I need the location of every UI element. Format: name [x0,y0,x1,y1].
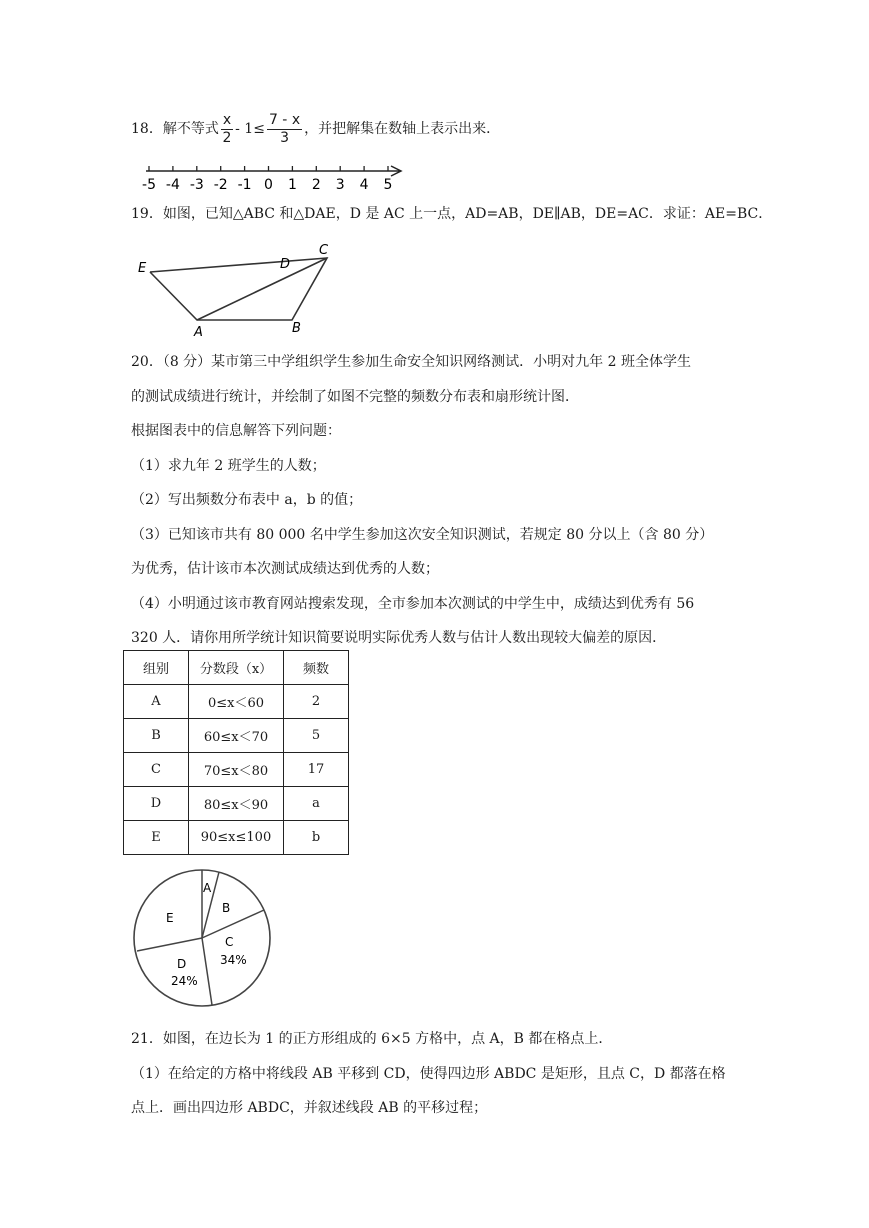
q18-fraction-2: $\frac{7 - x}{3}$ [268,111,301,146]
table-cell: A [124,685,189,719]
table-cell: D [124,787,189,821]
q18-suffix: ，并把解集在数轴上表示出来． [304,121,501,137]
q20-item4b: 320 人．请你用所学统计知识简要说明实际优秀人数与估计人数出现较大偏差的原因． [131,630,667,646]
table-header-row [124,651,349,685]
number-line-label: 4 [359,177,369,193]
pie-label-a: A [203,881,212,895]
table-cell: a [284,787,349,821]
table-header-cell: 频数 [284,651,349,685]
table-cell: C [124,753,189,787]
q20-line1: 20．（8 分）某市第三中学组织学生参加生命安全知识网络测试．小明对九年 2 班全体学生 [131,354,691,370]
pie-label-c: C [225,935,234,949]
q20-item3b: 为优秀，估计该市本次测试成绩达到优秀的人数； [131,561,439,577]
pie-label-c-percent: 34% [220,953,247,967]
table-row [124,753,349,787]
number-line [138,158,408,194]
point-c-label: C [319,243,329,258]
point-d-label: D [280,257,291,272]
table-cell: b [284,821,349,855]
table-row [124,821,349,855]
q20-item4a: （4）小明通过该市教育网站搜索发现，全市参加本次测试的中学生中，成绩达到优秀有 56 [131,596,695,612]
table-cell: B [124,719,189,753]
q21-line1: 21．如图，在边长为 1 的正方形组成的 6×5 方格中，点 A，B 都在格点上． [131,1031,613,1047]
pie-label-e: E [166,911,174,925]
q18-prefix: 18．解不等式 [131,121,219,137]
table-row [124,685,349,719]
q20-line3: 根据图表中的信息解答下列问题： [131,423,341,439]
table-header-cell: 分数段（x） [189,651,284,685]
table-cell: 70≤x＜80 [189,753,284,787]
number-line-label: 5 [383,177,393,193]
table-cell: 17 [284,753,349,787]
point-e-label: E [138,261,147,276]
number-line-label: -2 [213,177,228,193]
pie-label-d-percent: 24% [171,974,198,988]
table-row [124,787,349,821]
table-row [124,719,349,753]
table-cell: 80≤x＜90 [189,787,284,821]
q21-line3: 点上．画出四边形 ABDC，并叙述线段 AB 的平移过程； [131,1100,488,1116]
number-line-label: 1 [287,177,297,193]
number-line-label: -1 [237,177,252,193]
pie-label-b: B [222,901,231,915]
pie-chart [130,866,275,1011]
table-cell: 60≤x＜70 [189,719,284,753]
q18-fraction-1: $\frac{x}{2}$ [222,111,232,146]
point-b-label: B [292,321,301,336]
frequency-table [123,650,349,855]
q18-line [131,108,500,150]
table-cell: 0≤x＜60 [189,685,284,719]
number-line-label: -4 [165,177,180,193]
q21-line2: （1）在给定的方格中将线段 AB 平移到 CD，使得四边形 ABDC 是矩形，且点 C，D 都落在格 [131,1066,726,1082]
q20-item2: （2）写出频数分布表中 a，b 的值； [131,492,363,508]
q19-text: 19．如图，已知△ABC 和△DAE，D 是 AC 上一点，AD=AB，DE∥AB，DE=AC．求证：AE=BC． [131,206,773,222]
table-cell: 90≤x≤100 [189,821,284,855]
point-a-label: A [194,325,203,340]
q20-item3a: （3）已知该市共有 80 000 名中学生参加这次安全知识测试，若规定 80 分以上（含 80 分） [131,527,714,543]
number-line-label: 3 [335,177,345,193]
q18-middle: - 1≤ [235,121,265,137]
table-cell: 5 [284,719,349,753]
q20-item1: （1）求九年 2 班学生的人数； [131,458,326,474]
table-cell: E [124,821,189,855]
number-line-label: -3 [189,177,204,193]
number-line-label: 0 [264,177,273,193]
table-header-cell: 组别 [124,651,189,685]
q20-line2: 的测试成绩进行统计，并绘制了如图不完整的频数分布表和扇形统计图． [131,389,579,405]
number-line-label: 2 [311,177,321,193]
pie-label-d: D [177,957,187,971]
triangle-figure [132,240,342,340]
table-cell: 2 [284,685,349,719]
number-line-label: -5 [142,177,156,193]
